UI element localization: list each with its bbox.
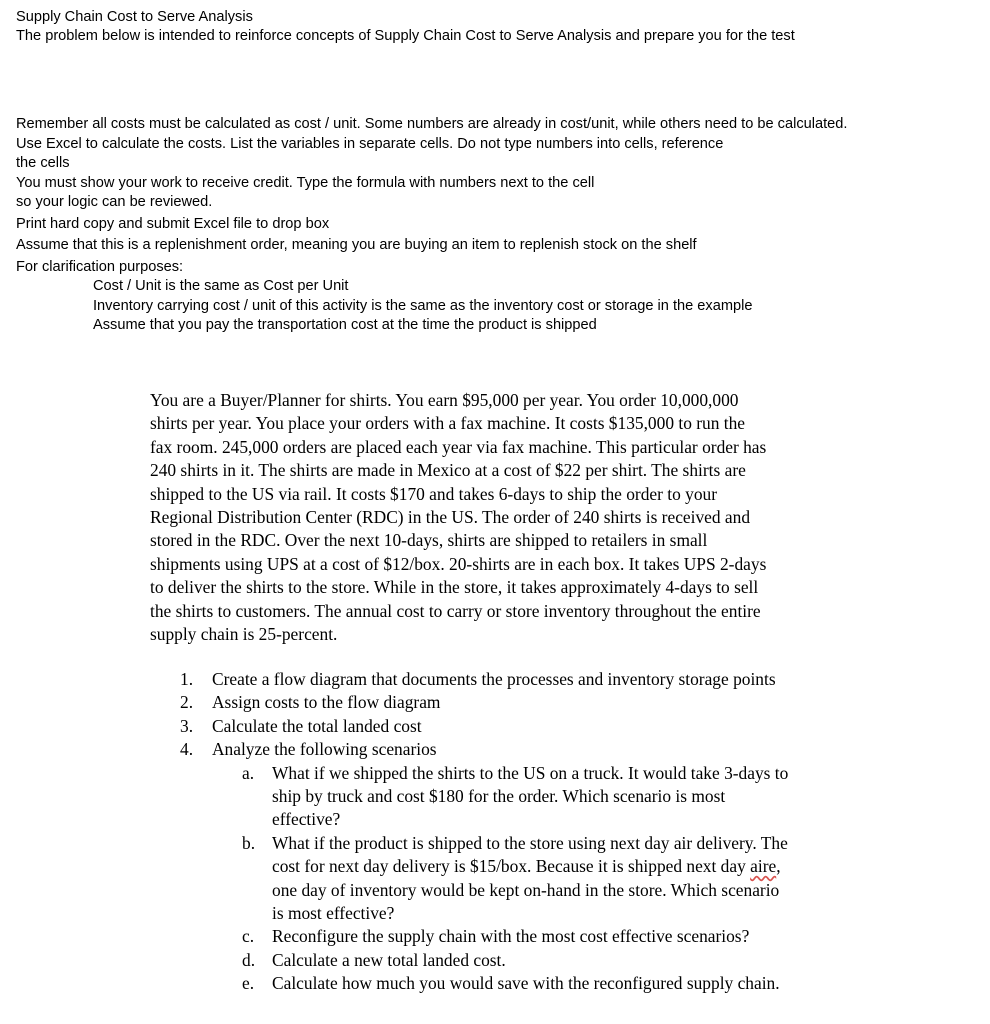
instructions-block bbox=[16, 115, 986, 336]
scenario-label: c. bbox=[242, 926, 255, 947]
instruction-line: Remember all costs must be calculated as cost / unit. Some numbers are already in cost/unit, while others need to be calculated. bbox=[16, 116, 848, 132]
scenario-text: Calculate how much you would save with the reconfigured supply chain. bbox=[272, 973, 780, 994]
task-text: Calculate the total landed cost bbox=[212, 715, 422, 736]
task-text: Assign costs to the flow diagram bbox=[212, 692, 441, 713]
scenario-line: effective? bbox=[272, 809, 341, 830]
problem-line: fax room. 245,000 orders are placed each year via fax machine. This particular order has bbox=[150, 436, 767, 457]
problem-line: 240 shirts in it. The shirts are made in Mexico at a cost of $22 per shirt. The shirts are bbox=[150, 460, 746, 481]
task-text: Analyze the following scenarios bbox=[212, 739, 437, 760]
task-item-1 bbox=[180, 668, 900, 691]
scenario-text bbox=[272, 832, 788, 926]
task-number: 1. bbox=[180, 669, 194, 689]
scenario-line-part: , bbox=[776, 856, 781, 877]
clarification-line: Assume that you pay the transportation cost at the time the product is shipped bbox=[93, 317, 597, 333]
task-item-2 bbox=[180, 691, 900, 714]
scenario-line-part: cost for next day delivery is $15/box. Because it is shipped next day bbox=[272, 856, 751, 877]
instruction-line: so your logic can be reviewed. bbox=[16, 194, 213, 210]
task-number: 2. bbox=[180, 692, 194, 713]
clarification-line: Cost / Unit is the same as Cost per Unit bbox=[93, 278, 349, 294]
instruction-line: Assume that this is a replenishment order, meaning you are buying an item to replenish stock on the shelf bbox=[16, 237, 697, 253]
problem-line: the shirts to customers. The annual cost to carry or store inventory throughout the entire bbox=[150, 600, 761, 621]
scenario-text bbox=[272, 762, 788, 832]
problem-line: shirts per year. You place your orders with a fax machine. It costs $135,000 to run the bbox=[150, 413, 746, 434]
scenario-list-container bbox=[180, 762, 900, 996]
scenario-list bbox=[180, 762, 900, 996]
scenario-label: b. bbox=[242, 832, 256, 853]
task-item-3 bbox=[180, 715, 900, 738]
problem-line: to deliver the shirts to the store. While in the store, it takes approximately 4-days to sell bbox=[150, 577, 759, 598]
task-item-4 bbox=[180, 738, 900, 761]
document-subtitle: The problem below is intended to reinforce concepts of Supply Chain Cost to Serve Analysis and prepare you for the test bbox=[16, 28, 795, 44]
document-header bbox=[16, 8, 976, 46]
problem-line: You are a Buyer/Planner for shirts. You earn $95,000 per year. You order 10,000,000 bbox=[150, 390, 739, 410]
document-title: Supply Chain Cost to Serve Analysis bbox=[16, 9, 253, 25]
scenario-line bbox=[272, 855, 788, 878]
scenario-c bbox=[242, 925, 900, 948]
problem-statement bbox=[150, 389, 890, 646]
task-list bbox=[180, 668, 900, 996]
problem-line: stored in the RDC. Over the next 10-days, shirts are shipped to retailers in small bbox=[150, 530, 708, 551]
task-text: Create a flow diagram that documents the processes and inventory storage points bbox=[212, 669, 776, 689]
scenario-b bbox=[242, 832, 900, 926]
instruction-line: You must show your work to receive credit. Type the formula with numbers next to the cell bbox=[16, 174, 595, 191]
scenario-e bbox=[242, 972, 900, 995]
task-number: 4. bbox=[180, 739, 194, 760]
problem-line: shipped to the US via rail. It costs $170 and takes 6-days to ship the order to your bbox=[150, 483, 718, 504]
problem-line: shipments using UPS at a cost of $12/box. 20-shirts are in each box. It takes UPS 2-days bbox=[150, 553, 767, 574]
scenario-text: Calculate a new total landed cost. bbox=[272, 949, 506, 970]
scenario-a bbox=[242, 762, 900, 832]
instruction-line: For clarification purposes: bbox=[16, 258, 184, 275]
scenario-line: What if the product is shipped to the store using next day air delivery. The bbox=[272, 832, 788, 853]
scenario-line: is most effective? bbox=[272, 903, 395, 924]
clarification-line: Inventory carrying cost / unit of this activity is the same as the inventory cost or storage in the example bbox=[93, 297, 753, 314]
scenario-label: d. bbox=[242, 949, 256, 970]
scenario-line: ship by truck and cost $180 for the order. Which scenario is most bbox=[272, 786, 726, 807]
problem-line: supply chain is 25-percent. bbox=[150, 624, 338, 645]
scenario-line: What if we shipped the shirts to the US on a truck. It would take 3-days to bbox=[272, 762, 789, 783]
instruction-line: the cells bbox=[16, 155, 70, 171]
spelling-error-word[interactable]: aire bbox=[750, 856, 777, 877]
problem-line: Regional Distribution Center (RDC) in the US. The order of 240 shirts is received and bbox=[150, 507, 751, 528]
instruction-line: Print hard copy and submit Excel file to drop box bbox=[16, 215, 330, 232]
task-number: 3. bbox=[180, 715, 194, 736]
scenario-text: Reconfigure the supply chain with the most cost effective scenarios? bbox=[272, 926, 750, 947]
instruction-line: Use Excel to calculate the costs. List the variables in separate cells. Do not type numbers into cells, reference bbox=[16, 135, 724, 152]
scenario-label: e. bbox=[242, 973, 255, 994]
scenario-line: one day of inventory would be kept on-hand in the store. Which scenario bbox=[272, 879, 780, 900]
scenario-d bbox=[242, 949, 900, 972]
scenario-label: a. bbox=[242, 762, 255, 783]
